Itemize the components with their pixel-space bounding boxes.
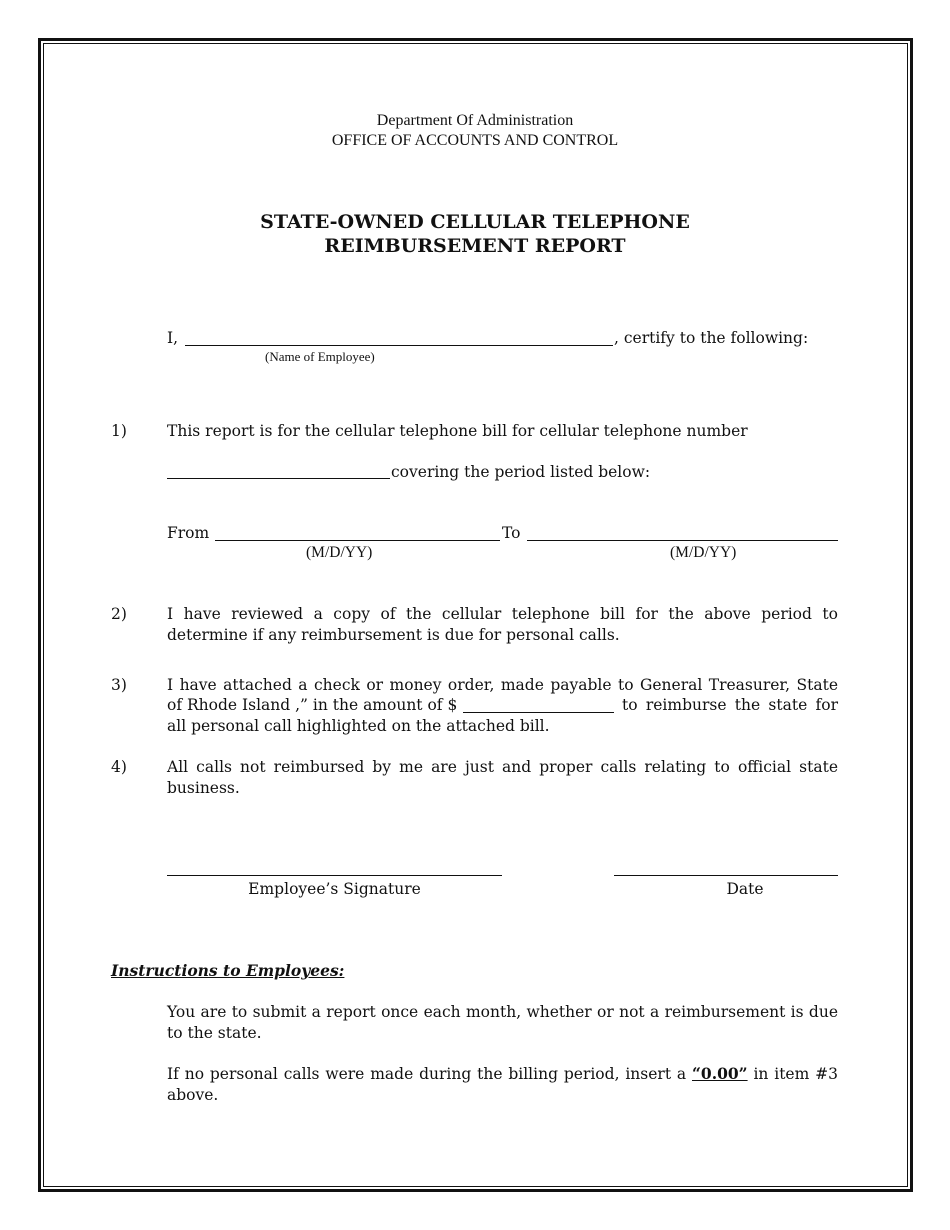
item-1-number: 1) xyxy=(111,422,127,440)
phone-number-field[interactable] xyxy=(167,478,390,479)
office-name: OFFICE OF ACCOUNTS AND CONTROL xyxy=(331,132,619,149)
from-label: From xyxy=(167,524,210,542)
employee-signature-label: Employee’s Signature xyxy=(248,880,421,898)
item-3-text-line1: I have attached a check or money order, made payable to General Treasurer, State xyxy=(167,676,838,694)
form-title-line2: REIMBURSEMENT REPORT xyxy=(324,235,626,257)
item-4-number: 4) xyxy=(111,758,127,776)
instructions-heading: Instructions to Employees: xyxy=(111,961,345,980)
instructions-para2-suffix: in item #3 xyxy=(753,1065,838,1083)
employee-signature-field[interactable] xyxy=(167,875,502,876)
item-3-text-line3: all personal call highlighted on the attached bill. xyxy=(167,717,550,735)
item-1-text: This report is for the cellular telephone bill for cellular telephone number xyxy=(167,422,748,440)
form-title-line1: STATE-OWNED CELLULAR TELEPHONE xyxy=(260,211,690,233)
item-2-text: I have reviewed a copy of the cellular telephone bill for the above period to determine if any reimbursement is due for personal calls. xyxy=(167,605,838,644)
employee-name-field[interactable] xyxy=(185,345,613,346)
signature-date-label: Date xyxy=(726,880,764,898)
instructions-para2-prefix: If no personal calls were made during the billing period, insert a xyxy=(167,1065,687,1083)
from-date-field[interactable] xyxy=(215,540,500,541)
certify-prefix: I, xyxy=(167,329,179,347)
from-date-caption: (M/D/YY) xyxy=(306,544,373,561)
instructions-paragraph-1: You are to submit a report once each month, whether or not a reimbursement is due to the state. xyxy=(167,1003,838,1042)
to-label: To xyxy=(502,524,521,542)
instructions-paragraph-2-line1 xyxy=(167,1064,838,1085)
zero-amount-value: “0.00” xyxy=(692,1064,748,1083)
instructions-paragraph-2-line2: above. xyxy=(167,1086,219,1104)
reimbursement-amount-field[interactable] xyxy=(463,712,614,713)
item-1-covering-text: covering the period listed below: xyxy=(391,463,651,481)
certify-suffix: , certify to the following: xyxy=(614,329,809,347)
item-2-number: 2) xyxy=(111,605,127,623)
to-date-caption: (M/D/YY) xyxy=(670,544,737,561)
item-3-text-line2-prefix: of Rhode Island ,” in the amount of $ xyxy=(167,696,458,714)
item-4-text: All calls not reimbursed by me are just and proper calls relating to official state business. xyxy=(167,758,838,797)
department-name: Department Of Administration xyxy=(376,112,574,129)
item-3-number: 3) xyxy=(111,676,127,694)
signature-date-field[interactable] xyxy=(614,875,838,876)
to-date-field[interactable] xyxy=(527,540,838,541)
item-3-text-line2-suffix: to reimburse the state for xyxy=(622,696,838,714)
name-caption: (Name of Employee) xyxy=(265,349,375,364)
